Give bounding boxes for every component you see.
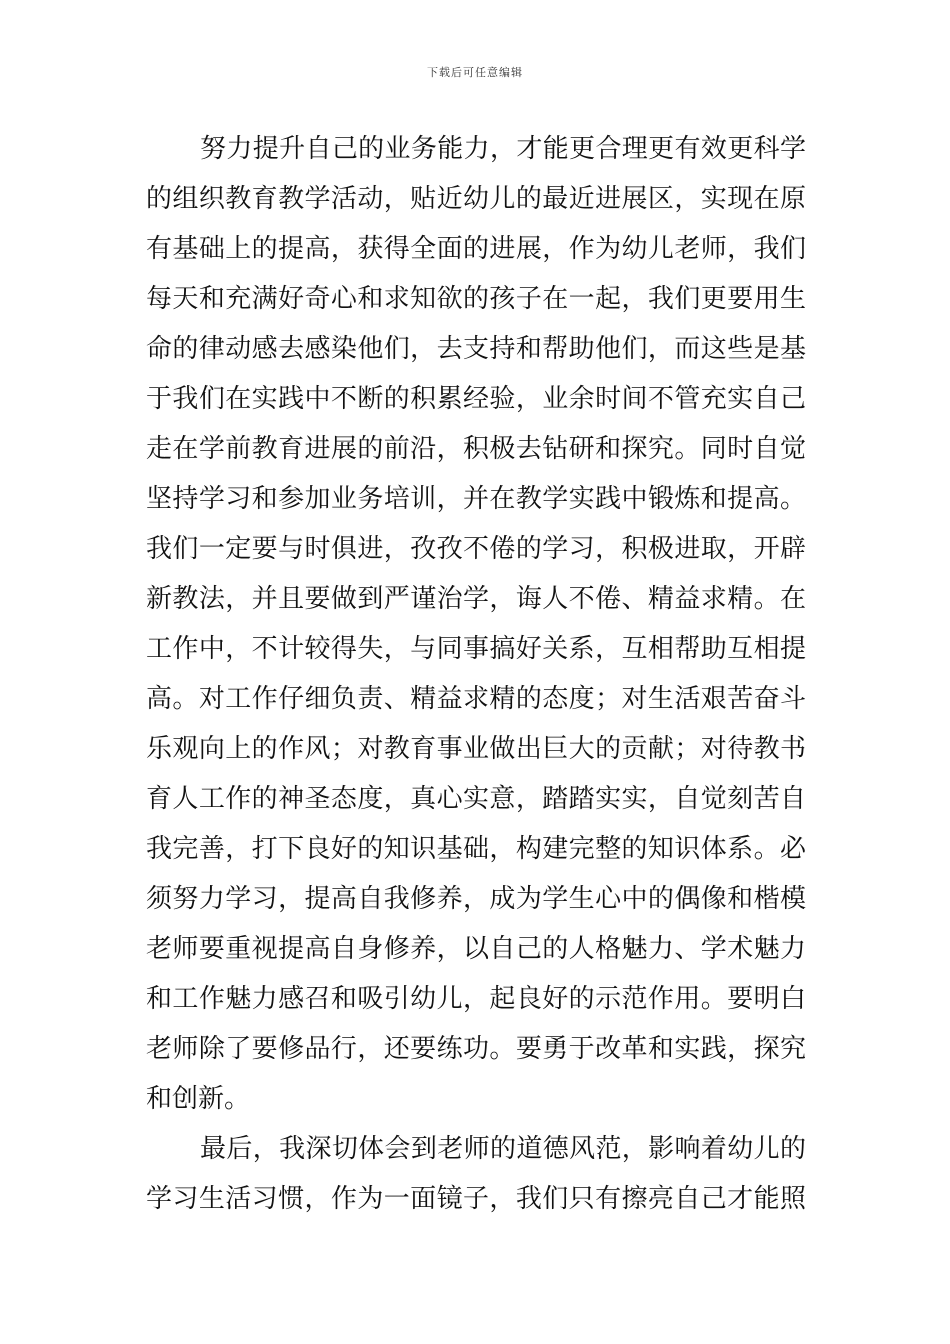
paragraph-1-line-17: 老师要重视提高自身修养，以自己的人格魅力、学术魅力 [146, 934, 806, 964]
paragraph-1-line-10: 新教法，并且要做到严谨治学，诲人不倦、精益求精。在 [146, 584, 806, 614]
paragraph-1-line-20: 和创新。 [146, 1084, 251, 1114]
paragraph-2-line-2: 学习生活习惯，作为一面镜子，我们只有擦亮自己才能照 [146, 1184, 806, 1214]
paragraph-1-line-19: 老师除了要修品行，还要练功。要勇于改革和实践，探究 [146, 1034, 806, 1064]
page-header: 下载后可任意编辑 [427, 66, 523, 79]
paragraph-1-line-1: 努力提升自己的业务能力，才能更合理更有效更科学 [200, 134, 806, 164]
paragraph-1-line-11: 工作中，不计较得失，与同事搞好关系，互相帮助互相提 [146, 634, 806, 664]
paragraph-1-line-4: 每天和充满好奇心和求知欲的孩子在一起，我们更要用生 [146, 284, 806, 314]
paragraph-1-line-14: 育人工作的神圣态度，真心实意，踏踏实实，自觉刻苦自 [146, 784, 806, 814]
paragraph-1-line-13: 乐观向上的作风；对教育事业做出巨大的贡献；对待教书 [146, 734, 806, 764]
paragraph-1-line-9: 我们一定要与时俱进，孜孜不倦的学习，积极进取，开辟 [146, 534, 806, 564]
paragraph-1-line-18: 和工作魅力感召和吸引幼儿，起良好的示范作用。要明白 [146, 984, 806, 1014]
paragraph-1-line-5: 命的律动感去感染他们，去支持和帮助他们，而这些是基 [146, 334, 806, 364]
paragraph-1-line-16: 须努力学习，提高自我修养，成为学生心中的偶像和楷模 [146, 884, 806, 914]
paragraph-2-line-1: 最后，我深切体会到老师的道德风范，影响着幼儿的 [200, 1134, 806, 1164]
paragraph-1-line-15: 我完善，打下良好的知识基础，构建完整的知识体系。必 [146, 834, 806, 864]
paragraph-1-line-3: 有基础上的提高，获得全面的进展，作为幼儿老师，我们 [146, 234, 806, 264]
paragraph-1-line-8: 坚持学习和参加业务培训，并在教学实践中锻炼和提高。 [146, 484, 806, 514]
paragraph-1-line-7: 走在学前教育进展的前沿，积极去钻研和探究。同时自觉 [146, 434, 806, 464]
paragraph-1-line-2: 的组织教育教学活动，贴近幼儿的最近进展区，实现在原 [146, 184, 806, 214]
paragraph-1-line-6: 于我们在实践中不断的积累经验，业余时间不管充实自己 [146, 384, 806, 414]
paragraph-1-line-12: 高。对工作仔细负责、精益求精的态度；对生活艰苦奋斗 [146, 684, 806, 714]
